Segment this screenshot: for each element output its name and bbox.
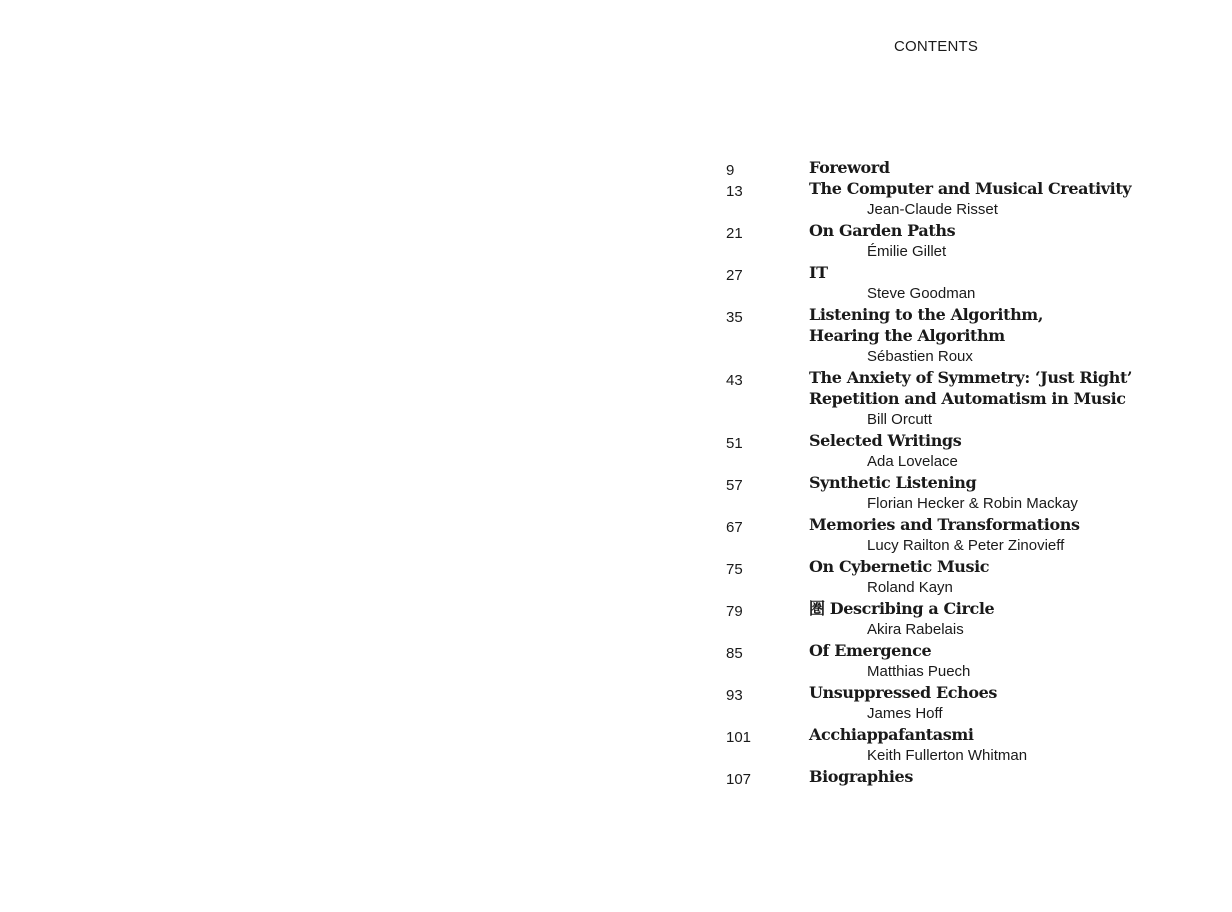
toc-title: Acchiappafantasmi bbox=[809, 725, 974, 744]
toc-entry bbox=[726, 430, 1226, 472]
toc-page-number: 13 bbox=[726, 183, 743, 200]
toc-entry bbox=[726, 220, 1226, 262]
toc-page-number: 27 bbox=[726, 267, 743, 284]
toc-entry bbox=[726, 556, 1226, 598]
toc-author: Bill Orcutt bbox=[867, 411, 933, 428]
toc-title: Of Emergence bbox=[809, 641, 932, 660]
toc-entry bbox=[726, 157, 1226, 178]
toc-page-number: 57 bbox=[726, 477, 743, 494]
contents-page bbox=[616, 0, 1232, 912]
toc-page-number: 51 bbox=[726, 435, 743, 452]
toc-page-number: 79 bbox=[726, 603, 743, 620]
toc-entry bbox=[726, 724, 1226, 766]
toc-entry bbox=[726, 598, 1226, 640]
toc-page-number: 107 bbox=[726, 771, 752, 788]
toc-author: Jean-Claude Risset bbox=[867, 201, 998, 218]
toc-page-number: 67 bbox=[726, 519, 743, 536]
toc-author: James Hoff bbox=[867, 705, 943, 722]
toc-title: Unsuppressed Echoes bbox=[809, 683, 997, 702]
toc-entry bbox=[726, 178, 1226, 220]
toc-author: Akira Rabelais bbox=[867, 621, 964, 638]
toc-author: Lucy Railton & Peter Zinovieff bbox=[867, 537, 1065, 554]
toc-entry bbox=[726, 682, 1226, 724]
toc-page-number: 35 bbox=[726, 309, 743, 326]
toc-title: Biographies bbox=[809, 767, 913, 786]
toc-title: The Anxiety of Symmetry: ‘Just Right’ Repetition and Automatism in Music bbox=[809, 368, 1133, 408]
contents-heading: CONTENTS bbox=[894, 38, 979, 55]
toc-page-number: 101 bbox=[726, 729, 752, 746]
toc-author: Florian Hecker & Robin Mackay bbox=[867, 495, 1078, 512]
toc-entry bbox=[726, 304, 1226, 367]
toc-title: Memories and Transformations bbox=[809, 515, 1080, 534]
toc-page-number: 21 bbox=[726, 225, 743, 242]
toc-title: Foreword bbox=[809, 158, 890, 177]
toc-title: Selected Writings bbox=[809, 431, 962, 450]
toc-author: Matthias Puech bbox=[867, 663, 971, 680]
toc-title: On Garden Paths bbox=[809, 221, 956, 240]
table-of-contents bbox=[726, 157, 1226, 787]
toc-entry bbox=[726, 262, 1226, 304]
toc-author: Émilie Gillet bbox=[867, 243, 947, 260]
toc-author: Steve Goodman bbox=[867, 285, 976, 302]
toc-entry bbox=[726, 514, 1226, 556]
toc-page-number: 85 bbox=[726, 645, 743, 662]
toc-author: Sébastien Roux bbox=[867, 348, 973, 365]
toc-entry bbox=[726, 640, 1226, 682]
toc-title: Listening to the Algorithm, Hearing the Algorithm bbox=[809, 305, 1043, 345]
toc-page-number: 9 bbox=[726, 162, 735, 179]
toc-title: 圏 Describing a Circle bbox=[809, 599, 995, 618]
toc-entry bbox=[726, 367, 1226, 430]
toc-title: The Computer and Musical Creativity bbox=[809, 179, 1132, 198]
toc-title: Synthetic Listening bbox=[809, 473, 977, 492]
toc-page-number: 93 bbox=[726, 687, 743, 704]
toc-title: IT bbox=[809, 263, 828, 282]
toc-author: Keith Fullerton Whitman bbox=[867, 747, 1028, 764]
toc-author: Ada Lovelace bbox=[867, 453, 958, 470]
toc-title: On Cybernetic Music bbox=[809, 557, 990, 576]
toc-entry bbox=[726, 472, 1226, 514]
toc-author: Roland Kayn bbox=[867, 579, 953, 596]
toc-page-number: 75 bbox=[726, 561, 743, 578]
toc-entry bbox=[726, 766, 1226, 787]
toc-page-number: 43 bbox=[726, 372, 743, 389]
